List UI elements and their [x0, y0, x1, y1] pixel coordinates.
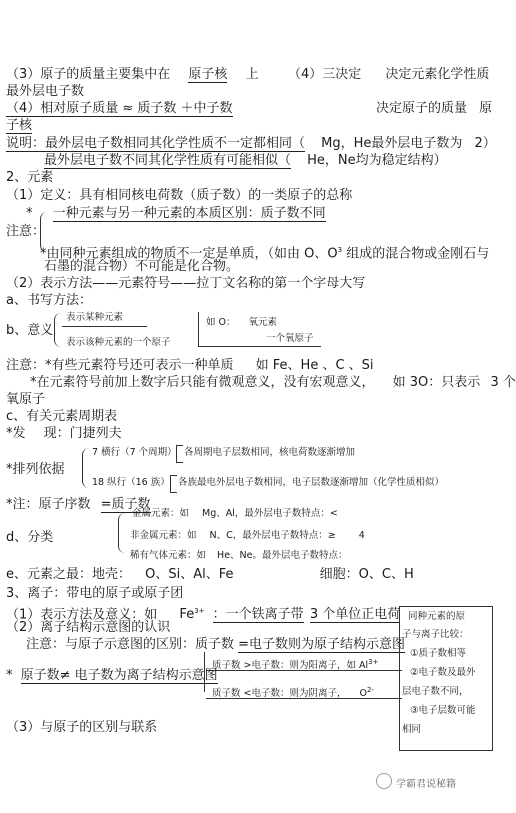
text: *由同种元素组成的物质不一定是单质，（如由 O、O: [40, 246, 338, 262]
text: O: [359, 688, 367, 700]
example: [206, 317, 277, 329]
line-23-b: [178, 477, 444, 489]
box-text: ③电子层数可能: [410, 705, 476, 716]
line-9: [26, 206, 326, 222]
text: 非金属元素：如: [130, 530, 197, 541]
text: Mg，He最外层电子数为: [321, 136, 463, 151]
text: 组成的混合物或金刚石与: [346, 246, 490, 262]
text: 如 3O：只表示: [392, 375, 481, 390]
brace: [82, 448, 89, 488]
rule: [206, 698, 402, 699]
line-13: [6, 276, 365, 292]
meaning-2: [66, 337, 171, 349]
bracket: [170, 475, 177, 493]
line-26: [6, 530, 53, 546]
wechat-icon: [376, 773, 392, 789]
text: *: [6, 668, 13, 683]
text: a、书写方法：: [6, 293, 92, 308]
example-2: [266, 333, 314, 345]
text: 氧元素: [248, 317, 278, 328]
text: 决定元素化学性质: [385, 67, 490, 82]
brace: [118, 513, 125, 553]
text: 石墨的混合物）不可能是化合物。: [44, 259, 240, 274]
text: （4）三决定: [288, 67, 362, 82]
text: 细胞：O、C、H: [319, 567, 414, 582]
text: 4: [358, 530, 365, 541]
comparison-box: [399, 606, 493, 751]
text: （4）相对原子质量 ≈ 质子数 ＋中子数: [6, 101, 233, 116]
superscript: 2-: [367, 686, 374, 694]
text: c、有关元素周期表: [6, 409, 118, 424]
text: 7 横行（7 个周期）: [92, 447, 177, 458]
box-text: 子与离子比较：: [402, 629, 469, 640]
line-27: [130, 550, 348, 562]
text: 2）: [474, 136, 496, 151]
line-21: [92, 447, 177, 459]
text: e、元素之最：地壳：: [6, 567, 131, 582]
text: 表示该种元素的一个原子: [66, 337, 171, 348]
line-5: [6, 136, 496, 152]
line-2: [6, 84, 84, 100]
text: O、Si、Al、Fe: [145, 567, 234, 582]
text: 一个氧原子: [266, 333, 314, 344]
text: （3）与原子的区别与联系: [6, 720, 158, 735]
line-8: [6, 188, 352, 204]
text: 如 O：: [206, 317, 236, 328]
text: 子核: [6, 118, 33, 133]
text: ：一个铁离子带: [212, 607, 304, 623]
line-29: [6, 586, 183, 602]
text: He、Ne。最外层电子数特点：: [217, 550, 348, 561]
text: 原: [479, 101, 493, 116]
text: 注意：: [6, 224, 46, 239]
line-3: [6, 101, 233, 117]
text: （3）原子的质量主要集中在: [6, 67, 171, 82]
text: N、C，最外层电子数特点：≥: [209, 530, 336, 541]
bracket: [176, 445, 183, 463]
line-3-right: [376, 101, 492, 117]
line-26-b: [130, 530, 365, 542]
text: 质子数 >电子数：则为阳离子，如 Al: [212, 660, 369, 672]
line-17: [30, 375, 516, 391]
text: d、分类: [6, 530, 54, 545]
text: 3 个: [490, 375, 516, 390]
line-10: [6, 224, 45, 240]
line-23: [92, 477, 170, 489]
line-16: [6, 358, 374, 374]
text: *: [26, 206, 33, 221]
text: 注意：*有些元素符号还可表示一种单质: [6, 358, 234, 373]
text: =电子数则为原子结构示意图: [238, 637, 406, 652]
line-36: [6, 720, 157, 736]
text: 稀有气体元素：如: [130, 550, 207, 561]
text: 各族最电外层电子数相同，电子层数逐渐增加（化学性质相似）: [178, 477, 445, 488]
line-4: [6, 118, 32, 134]
text: 各周期电子层数相同，核电荷数逐渐增加: [184, 447, 356, 458]
text: *注：原子序数: [6, 497, 91, 512]
line-1-right: [288, 67, 489, 83]
line-21-b: [184, 447, 355, 459]
line-31: [6, 620, 170, 636]
text: 原子数≠ 电子数为离子结构示意图: [20, 668, 218, 683]
rule: [62, 326, 147, 327]
brace: [54, 313, 61, 347]
line-28: [6, 567, 414, 583]
box-text: ②电子数及最外: [410, 667, 476, 678]
rule: [206, 670, 402, 671]
text: 一种元素与另一种元素的本质区别：质子数不同: [52, 206, 326, 221]
line-15: [6, 323, 53, 339]
text: 18 纵行（16 族）: [92, 477, 170, 488]
text: 如 Fe、He 、C 、Si: [255, 358, 374, 373]
text: （2）离子结构示意图的认识: [6, 620, 171, 635]
superscript: 3+: [194, 607, 205, 615]
text: 2、元素: [6, 170, 54, 185]
meaning-1: [66, 312, 123, 324]
text: （1）定义：具有相同核电荷数（质子数）的一类原子的总称: [6, 188, 353, 203]
text: 说明：最外层电子数相同其化学性质不一定都相同（: [6, 136, 306, 151]
answer: 原子核: [188, 67, 228, 82]
box-text: 同种元素的原: [408, 611, 466, 622]
line-24: [6, 497, 151, 513]
line-18: [6, 392, 45, 408]
superscript: 3+: [368, 658, 379, 666]
text: *发: [6, 426, 26, 441]
line-6: [44, 153, 447, 169]
line-25: [132, 508, 338, 520]
line-1: [6, 67, 259, 83]
text: 质子数 <电子数：则为阴离子，: [212, 688, 347, 700]
line-12: [44, 259, 239, 275]
text: 上: [245, 67, 259, 82]
line-7: [6, 170, 53, 186]
text: =质子数: [100, 497, 151, 512]
line-11: *由同种元素组成的物质不一定是单质，（如由 O、$O^3$ 组成的混合物或金刚石与: [40, 246, 490, 262]
text: 氧原子: [6, 392, 46, 407]
line-19: [6, 409, 117, 425]
line-20: [6, 426, 122, 442]
text: 3 个单位正电荷: [309, 607, 401, 623]
box-text: 层电子数不同，: [402, 686, 469, 697]
text: Mg、Al，最外层电子数特点：<: [202, 508, 338, 519]
text: 最外层电子数不同其化学性质有可能相似（: [44, 153, 292, 168]
text: （2）表示方法——元素符号——拉丁文名称的第一个字母大写: [6, 276, 366, 291]
text: Fe: [179, 607, 195, 623]
line-32: [26, 637, 405, 653]
text: He，Ne均为稳定结构）: [307, 153, 447, 168]
line-34: [6, 668, 218, 684]
watermark-text: 学霸君说秘籍: [396, 779, 456, 790]
text: 注意：与原子示意图的区别：质子数: [26, 637, 235, 652]
box-text: 相同: [402, 724, 422, 735]
text: 最外层电子数: [6, 84, 85, 99]
text: 决定原子的质量: [376, 101, 468, 116]
text: 金属元素：如: [132, 508, 190, 519]
text: *排列依据: [6, 462, 65, 477]
text: b、意义: [6, 323, 54, 338]
text: （1）表示方法及意义：如: [6, 607, 158, 623]
text: 现：门捷列夫: [43, 426, 122, 441]
line-14: [6, 293, 92, 309]
text: 3、离子：带电的原子或原子团: [6, 586, 184, 601]
text: 表示某种元素: [66, 312, 124, 323]
text: *在元素符号前加上数字后只能有微观意义，没有宏观意义，: [30, 375, 375, 390]
box-text: ①质子数相等: [410, 648, 467, 659]
line-22: [6, 462, 65, 478]
